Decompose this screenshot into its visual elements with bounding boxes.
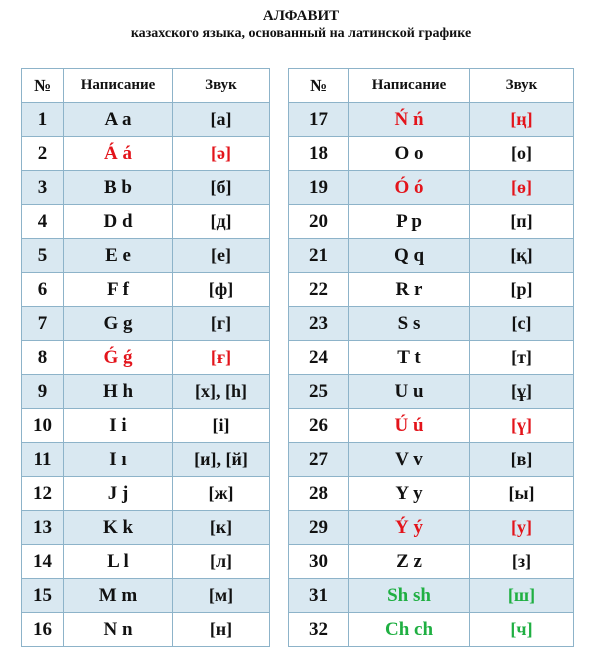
letter-number: 14: [22, 545, 64, 579]
letter-number: 4: [22, 205, 64, 239]
letter-writing: E e: [64, 239, 173, 273]
letter-writing: N n: [64, 613, 173, 647]
table-row: [289, 579, 574, 613]
letter-writing: Z z: [349, 545, 470, 579]
letter-writing: A a: [64, 103, 173, 137]
letter-number: 26: [289, 409, 349, 443]
table-row: [22, 307, 270, 341]
table-header-row: [289, 69, 574, 103]
page-title: АЛФАВИТ: [262, 8, 340, 24]
letter-sound: [в]: [470, 443, 574, 477]
letter-writing: Ǵ ǵ: [64, 341, 173, 375]
letter-number: 24: [289, 341, 349, 375]
table-row: [289, 273, 574, 307]
alphabet-table-left: [21, 68, 270, 647]
table-row: [22, 103, 270, 137]
letter-number: 28: [289, 477, 349, 511]
letter-sound: [ү]: [470, 409, 574, 443]
letter-writing: Ń ń: [349, 103, 470, 137]
letter-sound: [ө]: [470, 171, 574, 205]
letter-writing: H h: [64, 375, 173, 409]
table-row: [22, 511, 270, 545]
column-header-sound: Звук: [470, 69, 574, 103]
letter-sound: [т]: [470, 341, 574, 375]
letter-number: 2: [22, 137, 64, 171]
letter-number: 7: [22, 307, 64, 341]
table-row: [289, 443, 574, 477]
letter-writing: F f: [64, 273, 173, 307]
letter-sound: [ә]: [173, 137, 270, 171]
letter-sound: [і]: [173, 409, 270, 443]
table-row: [22, 613, 270, 647]
letter-writing: Ú ú: [349, 409, 470, 443]
letter-number: 1: [22, 103, 64, 137]
letter-number: 31: [289, 579, 349, 613]
letter-writing: Ó ó: [349, 171, 470, 205]
letter-sound: [ж]: [173, 477, 270, 511]
letter-sound: [н]: [173, 613, 270, 647]
letter-number: 23: [289, 307, 349, 341]
letter-sound: [л]: [173, 545, 270, 579]
letter-writing: R r: [349, 273, 470, 307]
letter-sound: [б]: [173, 171, 270, 205]
table-row: [22, 239, 270, 273]
letter-number: 18: [289, 137, 349, 171]
column-header-sound: Звук: [173, 69, 270, 103]
table-row: [289, 613, 574, 647]
letter-writing: U u: [349, 375, 470, 409]
letter-writing: Ý ý: [349, 511, 470, 545]
letter-number: 19: [289, 171, 349, 205]
letter-writing: V v: [349, 443, 470, 477]
table-row: [22, 205, 270, 239]
letter-writing: M m: [64, 579, 173, 613]
letter-sound: [г]: [173, 307, 270, 341]
letter-number: 22: [289, 273, 349, 307]
table-row: [289, 375, 574, 409]
letter-sound: [ч]: [470, 613, 574, 647]
letter-sound: [у]: [470, 511, 574, 545]
letter-number: 16: [22, 613, 64, 647]
letter-number: 6: [22, 273, 64, 307]
table-row: [22, 341, 270, 375]
letter-sound: [и], [й]: [173, 443, 270, 477]
letter-number: 11: [22, 443, 64, 477]
table-row: [289, 103, 574, 137]
column-header-number: №: [22, 69, 64, 103]
column-header-number: №: [289, 69, 349, 103]
letter-number: 3: [22, 171, 64, 205]
table-row: [22, 443, 270, 477]
letter-sound: [ұ]: [470, 375, 574, 409]
letter-writing: I i: [64, 409, 173, 443]
page-subtitle: казахского языка, основанный на латинской графике: [130, 26, 472, 41]
letter-sound: [м]: [173, 579, 270, 613]
letter-sound: [х], [h]: [173, 375, 270, 409]
letter-writing: Sh sh: [349, 579, 470, 613]
letter-number: 17: [289, 103, 349, 137]
letter-writing: B b: [64, 171, 173, 205]
letter-writing: J j: [64, 477, 173, 511]
letter-sound: [з]: [470, 545, 574, 579]
letter-writing: D d: [64, 205, 173, 239]
letter-number: 25: [289, 375, 349, 409]
letter-writing: S s: [349, 307, 470, 341]
letter-sound: [ф]: [173, 273, 270, 307]
table-row: [22, 579, 270, 613]
letter-sound: [ғ]: [173, 341, 270, 375]
table-row: [289, 307, 574, 341]
letter-number: 10: [22, 409, 64, 443]
letter-number: 15: [22, 579, 64, 613]
table-row: [22, 137, 270, 171]
letter-writing: K k: [64, 511, 173, 545]
letter-number: 20: [289, 205, 349, 239]
letter-sound: [ң]: [470, 103, 574, 137]
table-header-row: [22, 69, 270, 103]
column-header-writing: Написание: [349, 69, 470, 103]
table-row: [289, 545, 574, 579]
table-row: [22, 545, 270, 579]
letter-writing: P p: [349, 205, 470, 239]
letter-writing: G g: [64, 307, 173, 341]
column-header-writing: Написание: [64, 69, 173, 103]
table-row: [22, 477, 270, 511]
letter-sound: [ы]: [470, 477, 574, 511]
letter-number: 29: [289, 511, 349, 545]
letter-writing: O o: [349, 137, 470, 171]
letter-writing: Y y: [349, 477, 470, 511]
letter-number: 5: [22, 239, 64, 273]
table-row: [289, 409, 574, 443]
table-row: [22, 273, 270, 307]
letter-sound: [с]: [470, 307, 574, 341]
table-row: [289, 341, 574, 375]
letter-writing: Ch ch: [349, 613, 470, 647]
table-row: [22, 171, 270, 205]
letter-sound: [е]: [173, 239, 270, 273]
table-row: [289, 205, 574, 239]
letter-writing: I ı: [64, 443, 173, 477]
letter-sound: [д]: [173, 205, 270, 239]
letter-number: 21: [289, 239, 349, 273]
letter-sound: [к]: [173, 511, 270, 545]
table-row: [289, 137, 574, 171]
letter-number: 30: [289, 545, 349, 579]
letter-writing: Á á: [64, 137, 173, 171]
table-row: [289, 239, 574, 273]
table-row: [289, 477, 574, 511]
letter-writing: T t: [349, 341, 470, 375]
letter-number: 27: [289, 443, 349, 477]
letter-number: 12: [22, 477, 64, 511]
letter-sound: [р]: [470, 273, 574, 307]
letter-sound: [қ]: [470, 239, 574, 273]
table-row: [22, 409, 270, 443]
letter-number: 32: [289, 613, 349, 647]
letter-number: 8: [22, 341, 64, 375]
table-row: [289, 171, 574, 205]
alphabet-table-right: [288, 68, 574, 647]
table-row: [22, 375, 270, 409]
letter-number: 9: [22, 375, 64, 409]
letter-writing: Q q: [349, 239, 470, 273]
letter-sound: [п]: [470, 205, 574, 239]
letter-sound: [а]: [173, 103, 270, 137]
letter-writing: L l: [64, 545, 173, 579]
table-row: [289, 511, 574, 545]
letter-sound: [ш]: [470, 579, 574, 613]
letter-number: 13: [22, 511, 64, 545]
letter-sound: [о]: [470, 137, 574, 171]
